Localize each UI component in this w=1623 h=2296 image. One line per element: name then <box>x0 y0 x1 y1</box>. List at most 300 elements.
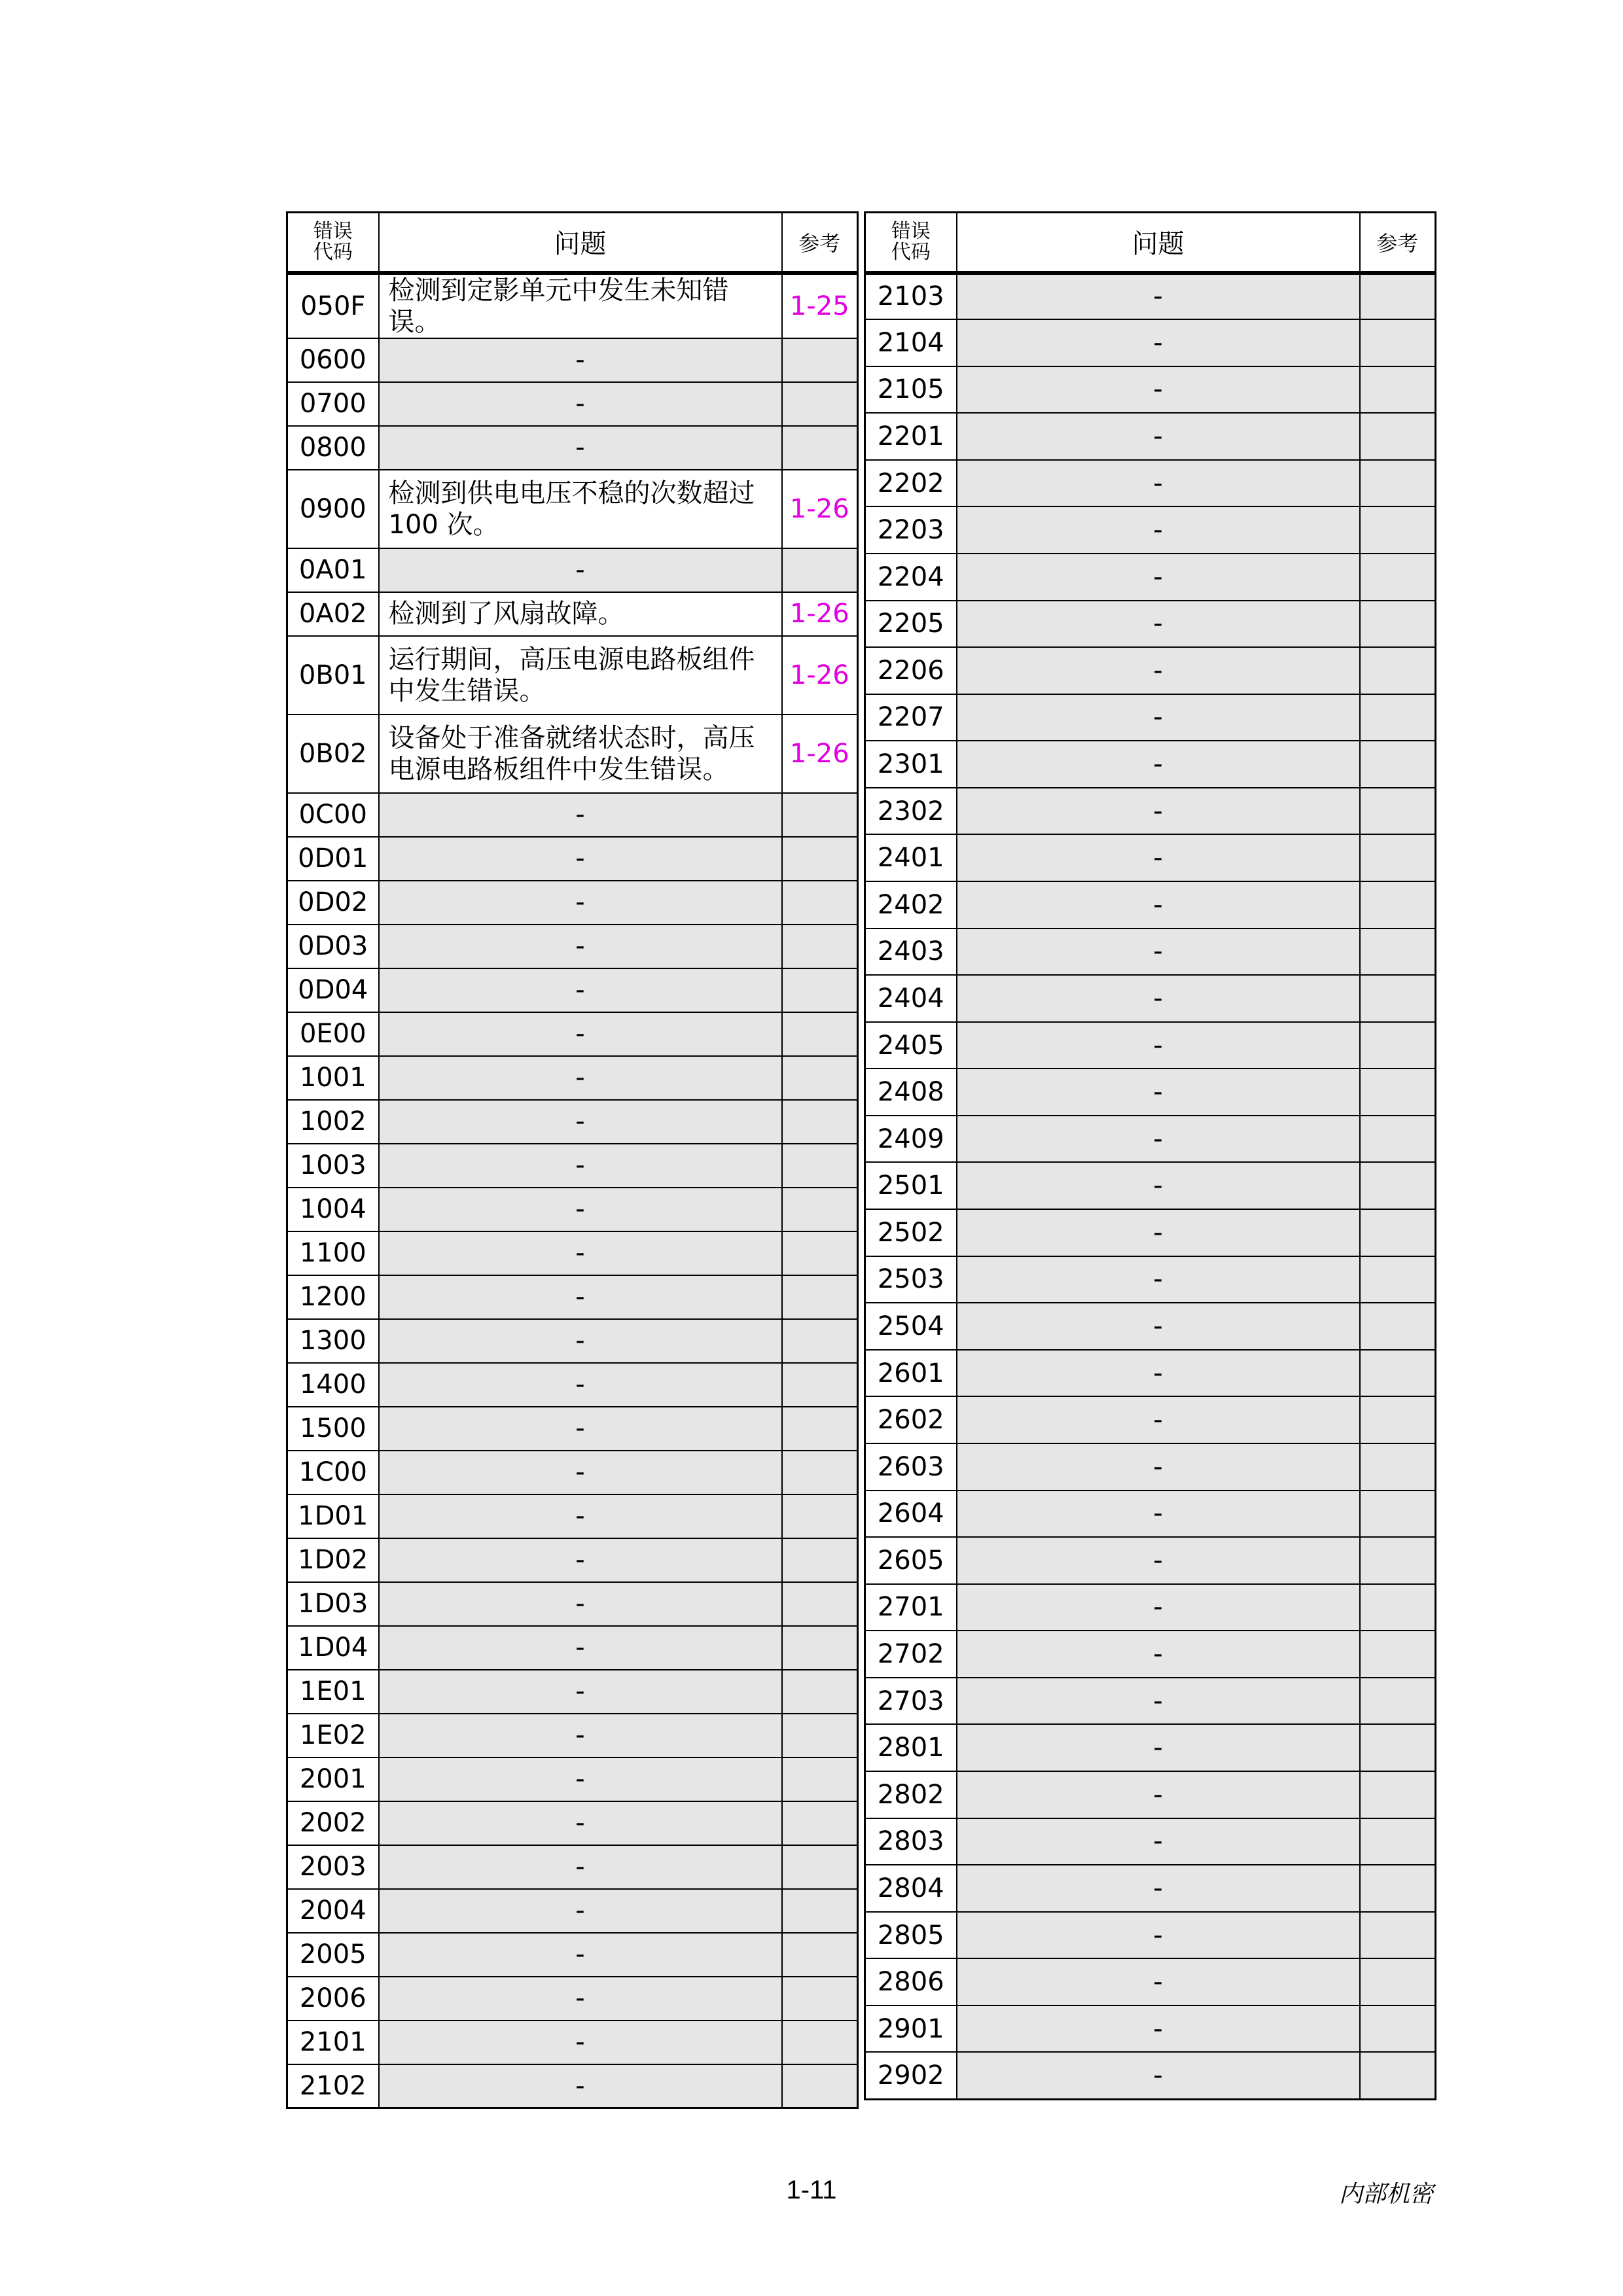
reference-link[interactable]: 1-26 <box>782 715 858 793</box>
reference-cell <box>1360 1771 1436 1818</box>
error-code-cell: 2605 <box>865 1537 957 1584</box>
reference-cell <box>782 1670 858 1714</box>
error-code-cell: 2603 <box>865 1443 957 1491</box>
error-code-table-left <box>286 211 859 2109</box>
reference-cell <box>782 426 858 470</box>
error-code-cell: 2205 <box>865 601 957 648</box>
reference-cell <box>782 1319 858 1363</box>
table-row <box>865 1069 1436 1116</box>
table-row <box>865 647 1436 694</box>
error-code-cell: 2804 <box>865 1865 957 1912</box>
table-row <box>865 1350 1436 1397</box>
table-row <box>865 1396 1436 1443</box>
issue-cell: - <box>379 548 782 592</box>
reference-cell <box>782 793 858 837</box>
table-row <box>865 1958 1436 2005</box>
issue-cell: - <box>957 1865 1360 1912</box>
table-row <box>287 1188 858 1231</box>
table-row <box>287 1757 858 1801</box>
issue-cell: - <box>957 741 1360 788</box>
table-row <box>287 1801 858 1845</box>
page-number: 1-11 <box>786 2176 837 2204</box>
issue-cell: - <box>379 1933 782 1977</box>
issue-cell: - <box>379 1451 782 1494</box>
table-row <box>865 319 1436 366</box>
reference-cell <box>1360 273 1436 320</box>
reference-cell <box>1360 2005 1436 2053</box>
issue-cell: - <box>379 1801 782 1845</box>
issue-cell: - <box>379 968 782 1012</box>
reference-link[interactable]: 1-26 <box>782 592 858 636</box>
error-code-cell: 0C00 <box>287 793 379 837</box>
error-code-cell: 2902 <box>865 2052 957 2099</box>
reference-cell <box>782 1100 858 1144</box>
issue-cell: - <box>379 1407 782 1451</box>
table-row <box>865 1116 1436 1163</box>
issue-cell: - <box>379 837 782 881</box>
issue-cell: - <box>957 1584 1360 1631</box>
error-code-cell: 2005 <box>287 1933 379 1977</box>
reference-cell <box>1360 601 1436 648</box>
reference-cell <box>782 548 858 592</box>
issue-cell: 检测到定影单元中发生未知错误。 <box>379 273 782 338</box>
issue-cell: - <box>379 1714 782 1757</box>
error-code-cell: 2003 <box>287 1845 379 1889</box>
reference-cell <box>782 1626 858 1670</box>
error-code-cell: 2006 <box>287 1977 379 2021</box>
error-code-cell: 2802 <box>865 1771 957 1818</box>
reference-cell <box>1360 1022 1436 1069</box>
reference-cell <box>1360 834 1436 881</box>
error-code-cell: 2806 <box>865 1958 957 2005</box>
table-row <box>287 1100 858 1144</box>
table-row <box>287 1845 858 1889</box>
error-code-cell: 0700 <box>287 382 379 426</box>
issue-cell: - <box>957 1396 1360 1443</box>
header-error-code: 错误 代码 <box>287 213 379 273</box>
table-row <box>865 413 1436 460</box>
error-code-cell: 1500 <box>287 1407 379 1451</box>
error-code-cell: 2301 <box>865 741 957 788</box>
table-row <box>865 1865 1436 1912</box>
reference-cell <box>1360 694 1436 741</box>
reference-link[interactable]: 1-26 <box>782 636 858 715</box>
error-code-cell: 2408 <box>865 1069 957 1116</box>
issue-cell: - <box>957 881 1360 928</box>
table-row <box>287 1275 858 1319</box>
reference-cell <box>782 1451 858 1494</box>
issue-cell: - <box>957 1022 1360 1069</box>
reference-cell <box>782 1012 858 1056</box>
table-row <box>865 1724 1436 1771</box>
reference-cell <box>782 1801 858 1845</box>
issue-cell: - <box>957 647 1360 694</box>
table-header-row <box>865 213 1436 273</box>
reference-cell <box>1360 1724 1436 1771</box>
error-code-cell: 0900 <box>287 470 379 548</box>
error-code-cell: 2206 <box>865 647 957 694</box>
reference-cell <box>1360 788 1436 835</box>
issue-cell: - <box>957 1256 1360 1303</box>
reference-cell <box>1360 506 1436 554</box>
table-row <box>865 366 1436 414</box>
table-row <box>287 1451 858 1494</box>
table-row <box>865 1771 1436 1818</box>
error-code-cell: 2702 <box>865 1631 957 1678</box>
table-row <box>287 1056 858 1100</box>
error-code-cell: 2604 <box>865 1491 957 1538</box>
reference-cell <box>782 1231 858 1275</box>
error-code-cell: 2203 <box>865 506 957 554</box>
reference-cell <box>782 1363 858 1407</box>
issue-cell: - <box>379 793 782 837</box>
issue-cell: - <box>957 975 1360 1022</box>
error-code-cell: 2801 <box>865 1724 957 1771</box>
issue-cell: - <box>379 338 782 382</box>
error-code-cell: 2405 <box>865 1022 957 1069</box>
table-row <box>865 1678 1436 1725</box>
table-row <box>865 506 1436 554</box>
error-code-cell: 2204 <box>865 554 957 601</box>
reference-cell <box>1360 1162 1436 1209</box>
table-row <box>865 554 1436 601</box>
table-row <box>287 1407 858 1451</box>
error-code-cell: 1004 <box>287 1188 379 1231</box>
issue-cell: - <box>957 1303 1360 1350</box>
issue-cell: - <box>957 554 1360 601</box>
table-row <box>287 881 858 925</box>
error-code-cell: 1D04 <box>287 1626 379 1670</box>
issue-cell: - <box>957 319 1360 366</box>
error-code-cell: 1D03 <box>287 1582 379 1626</box>
error-code-cell: 2101 <box>287 2021 379 2064</box>
table-row <box>287 968 858 1012</box>
reference-cell <box>1360 1069 1436 1116</box>
error-code-cell: 2403 <box>865 928 957 976</box>
table-row <box>865 1818 1436 1865</box>
reference-cell <box>782 1407 858 1451</box>
issue-cell: - <box>957 788 1360 835</box>
table-header-row <box>287 213 858 273</box>
reference-cell <box>782 881 858 925</box>
reference-cell <box>782 837 858 881</box>
reference-cell <box>782 1494 858 1538</box>
reference-cell <box>1360 460 1436 507</box>
error-code-cell: 2402 <box>865 881 957 928</box>
table-row <box>287 273 858 338</box>
issue-cell: 检测到了风扇故障。 <box>379 592 782 636</box>
error-code-cell: 2104 <box>865 319 957 366</box>
confidential-label: 内部机密 <box>1338 2181 1433 2208</box>
reference-cell <box>782 1757 858 1801</box>
reference-cell <box>1360 554 1436 601</box>
error-code-cell: 0D03 <box>287 925 379 968</box>
reference-cell <box>782 1275 858 1319</box>
table-row <box>287 1494 858 1538</box>
error-code-cell: 2601 <box>865 1350 957 1397</box>
table-row <box>287 548 858 592</box>
table-row <box>865 788 1436 835</box>
header-issue: 问题 <box>957 213 1360 273</box>
issue-cell: - <box>957 1162 1360 1209</box>
issue-cell: - <box>957 1631 1360 1678</box>
table-row <box>287 426 858 470</box>
issue-cell: - <box>957 1912 1360 1959</box>
error-code-cell: 0D01 <box>287 837 379 881</box>
issue-cell: - <box>957 1069 1360 1116</box>
table-row <box>865 273 1436 320</box>
reference-cell <box>1360 1209 1436 1256</box>
table-row <box>287 925 858 968</box>
issue-cell: - <box>957 506 1360 554</box>
reference-cell <box>1360 1443 1436 1491</box>
error-code-cell: 0A02 <box>287 592 379 636</box>
issue-cell: 设备处于准备就绪状态时，高压 电源电路板组件中发生错误。 <box>379 715 782 793</box>
table-row <box>865 1022 1436 1069</box>
table-row <box>287 793 858 837</box>
table-row <box>287 2021 858 2064</box>
reference-cell <box>782 1714 858 1757</box>
error-code-cell: 2701 <box>865 1584 957 1631</box>
reference-cell <box>782 1845 858 1889</box>
issue-cell: - <box>957 1116 1360 1163</box>
issue-cell: - <box>379 1757 782 1801</box>
reference-cell <box>1360 1818 1436 1865</box>
error-code-cell: 1400 <box>287 1363 379 1407</box>
issue-cell: - <box>957 366 1360 414</box>
error-code-cell: 2805 <box>865 1912 957 1959</box>
error-code-cell: 1002 <box>287 1100 379 1144</box>
issue-cell: - <box>957 1678 1360 1725</box>
error-code-cell: 2404 <box>865 975 957 1022</box>
table-row <box>865 1491 1436 1538</box>
issue-cell: - <box>379 1012 782 1056</box>
error-code-cell: 0D02 <box>287 881 379 925</box>
reference-cell <box>782 1977 858 2021</box>
reference-cell <box>1360 741 1436 788</box>
issue-cell: - <box>379 2064 782 2108</box>
error-code-cell: 2503 <box>865 1256 957 1303</box>
table-row <box>865 601 1436 648</box>
issue-cell: - <box>379 1626 782 1670</box>
table-row <box>287 837 858 881</box>
table-row <box>287 1538 858 1582</box>
issue-cell: - <box>957 928 1360 976</box>
reference-cell <box>1360 319 1436 366</box>
table-row <box>287 636 858 715</box>
reference-link[interactable]: 1-25 <box>782 273 858 338</box>
reference-cell <box>782 1889 858 1933</box>
reference-cell <box>782 338 858 382</box>
issue-cell: - <box>379 1494 782 1538</box>
table-row <box>865 928 1436 976</box>
reference-cell <box>1360 647 1436 694</box>
error-code-cell: 0800 <box>287 426 379 470</box>
table-row <box>865 1443 1436 1491</box>
reference-cell <box>1360 366 1436 414</box>
table-row <box>865 1912 1436 1959</box>
issue-cell: - <box>957 273 1360 320</box>
error-code-cell: 0600 <box>287 338 379 382</box>
reference-cell <box>782 1144 858 1188</box>
reference-cell <box>1360 1350 1436 1397</box>
issue-cell: - <box>957 1443 1360 1491</box>
error-code-cell: 1E02 <box>287 1714 379 1757</box>
issue-cell: - <box>379 1538 782 1582</box>
error-code-cell: 0D04 <box>287 968 379 1012</box>
reference-cell <box>1360 1678 1436 1725</box>
issue-cell: - <box>957 2052 1360 2099</box>
error-code-cell: 2302 <box>865 788 957 835</box>
issue-cell: - <box>957 1537 1360 1584</box>
error-code-tables <box>286 211 1433 2100</box>
reference-cell <box>1360 1631 1436 1678</box>
table-row <box>287 1231 858 1275</box>
reference-cell <box>782 1056 858 1100</box>
reference-cell <box>1360 881 1436 928</box>
table-body-right <box>865 273 1436 2100</box>
reference-cell <box>1360 1912 1436 1959</box>
reference-cell <box>782 968 858 1012</box>
table-row <box>865 1584 1436 1631</box>
issue-cell: - <box>379 1319 782 1363</box>
error-code-cell: 2803 <box>865 1818 957 1865</box>
issue-cell: - <box>379 1889 782 1933</box>
error-code-cell: 0A01 <box>287 548 379 592</box>
error-code-cell: 1E01 <box>287 1670 379 1714</box>
reference-cell <box>1360 1584 1436 1631</box>
table-row <box>287 1363 858 1407</box>
error-code-cell: 2001 <box>287 1757 379 1801</box>
reference-cell <box>782 382 858 426</box>
reference-cell <box>1360 413 1436 460</box>
issue-cell: - <box>957 2005 1360 2053</box>
error-code-cell: 2201 <box>865 413 957 460</box>
error-code-cell: 1300 <box>287 1319 379 1363</box>
issue-cell: 检测到供电电压不稳的次数超过 100 次。 <box>379 470 782 548</box>
table-row <box>287 1889 858 1933</box>
header-error-code: 错误 代码 <box>865 213 957 273</box>
issue-cell: - <box>379 382 782 426</box>
error-code-cell: 050F <box>287 273 379 338</box>
issue-cell: - <box>957 601 1360 648</box>
reference-cell <box>782 2064 858 2108</box>
table-row <box>865 2052 1436 2099</box>
table-row <box>865 741 1436 788</box>
header-reference: 参考 <box>782 213 858 273</box>
table-row <box>287 1319 858 1363</box>
table-row <box>287 1977 858 2021</box>
table-row <box>287 592 858 636</box>
issue-cell: - <box>957 413 1360 460</box>
issue-cell: - <box>957 694 1360 741</box>
reference-cell <box>1360 1865 1436 1912</box>
reference-cell <box>1360 1256 1436 1303</box>
table-row <box>287 2064 858 2108</box>
error-code-cell: 2401 <box>865 834 957 881</box>
error-code-cell: 2501 <box>865 1162 957 1209</box>
reference-cell <box>782 925 858 968</box>
error-code-cell: 1C00 <box>287 1451 379 1494</box>
error-code-cell: 0E00 <box>287 1012 379 1056</box>
table-row <box>287 1144 858 1188</box>
table-row <box>865 881 1436 928</box>
issue-cell: - <box>957 1209 1360 1256</box>
issue-cell: - <box>379 1670 782 1714</box>
error-code-cell: 0B01 <box>287 636 379 715</box>
table-row <box>287 1714 858 1757</box>
table-row <box>287 715 858 793</box>
reference-cell <box>782 1188 858 1231</box>
table-row <box>865 1303 1436 1350</box>
issue-cell: - <box>957 1818 1360 1865</box>
error-code-cell: 2409 <box>865 1116 957 1163</box>
error-code-cell: 2002 <box>287 1801 379 1845</box>
table-row <box>287 1582 858 1626</box>
error-code-cell: 2103 <box>865 273 957 320</box>
error-code-cell: 1001 <box>287 1056 379 1100</box>
reference-cell <box>1360 1116 1436 1163</box>
table-row <box>865 1537 1436 1584</box>
reference-cell <box>1360 1537 1436 1584</box>
table-row <box>865 1162 1436 1209</box>
issue-cell: - <box>379 881 782 925</box>
error-code-cell: 2202 <box>865 460 957 507</box>
issue-cell: - <box>379 1582 782 1626</box>
reference-cell <box>782 1538 858 1582</box>
reference-cell <box>1360 1491 1436 1538</box>
table-row <box>287 1933 858 1977</box>
error-code-cell: 2901 <box>865 2005 957 2053</box>
table-row <box>865 975 1436 1022</box>
error-code-cell: 2504 <box>865 1303 957 1350</box>
error-code-cell: 1003 <box>287 1144 379 1188</box>
reference-link[interactable]: 1-26 <box>782 470 858 548</box>
reference-cell <box>782 2021 858 2064</box>
error-code-table-right <box>864 211 1436 2100</box>
issue-cell: - <box>379 1144 782 1188</box>
header-reference: 参考 <box>1360 213 1436 273</box>
error-code-cell: 2102 <box>287 2064 379 2108</box>
issue-cell: - <box>379 925 782 968</box>
table-row <box>865 1256 1436 1303</box>
issue-cell: - <box>957 1724 1360 1771</box>
table-row <box>865 694 1436 741</box>
error-code-cell: 1D01 <box>287 1494 379 1538</box>
reference-cell <box>1360 975 1436 1022</box>
issue-cell: - <box>957 1958 1360 2005</box>
error-code-cell: 1200 <box>287 1275 379 1319</box>
header-issue: 问题 <box>379 213 782 273</box>
table-row <box>865 1631 1436 1678</box>
reference-cell <box>1360 928 1436 976</box>
table-row <box>287 1012 858 1056</box>
table-row <box>287 1626 858 1670</box>
reference-cell <box>782 1582 858 1626</box>
issue-cell: - <box>957 460 1360 507</box>
error-code-cell: 2004 <box>287 1889 379 1933</box>
issue-cell: - <box>957 1350 1360 1397</box>
error-code-cell: 2703 <box>865 1678 957 1725</box>
issue-cell: - <box>957 834 1360 881</box>
error-code-cell: 2105 <box>865 366 957 414</box>
reference-cell <box>1360 2052 1436 2099</box>
issue-cell: - <box>379 1845 782 1889</box>
table-row <box>287 382 858 426</box>
issue-cell: - <box>379 426 782 470</box>
reference-cell <box>1360 1958 1436 2005</box>
table-row <box>287 338 858 382</box>
